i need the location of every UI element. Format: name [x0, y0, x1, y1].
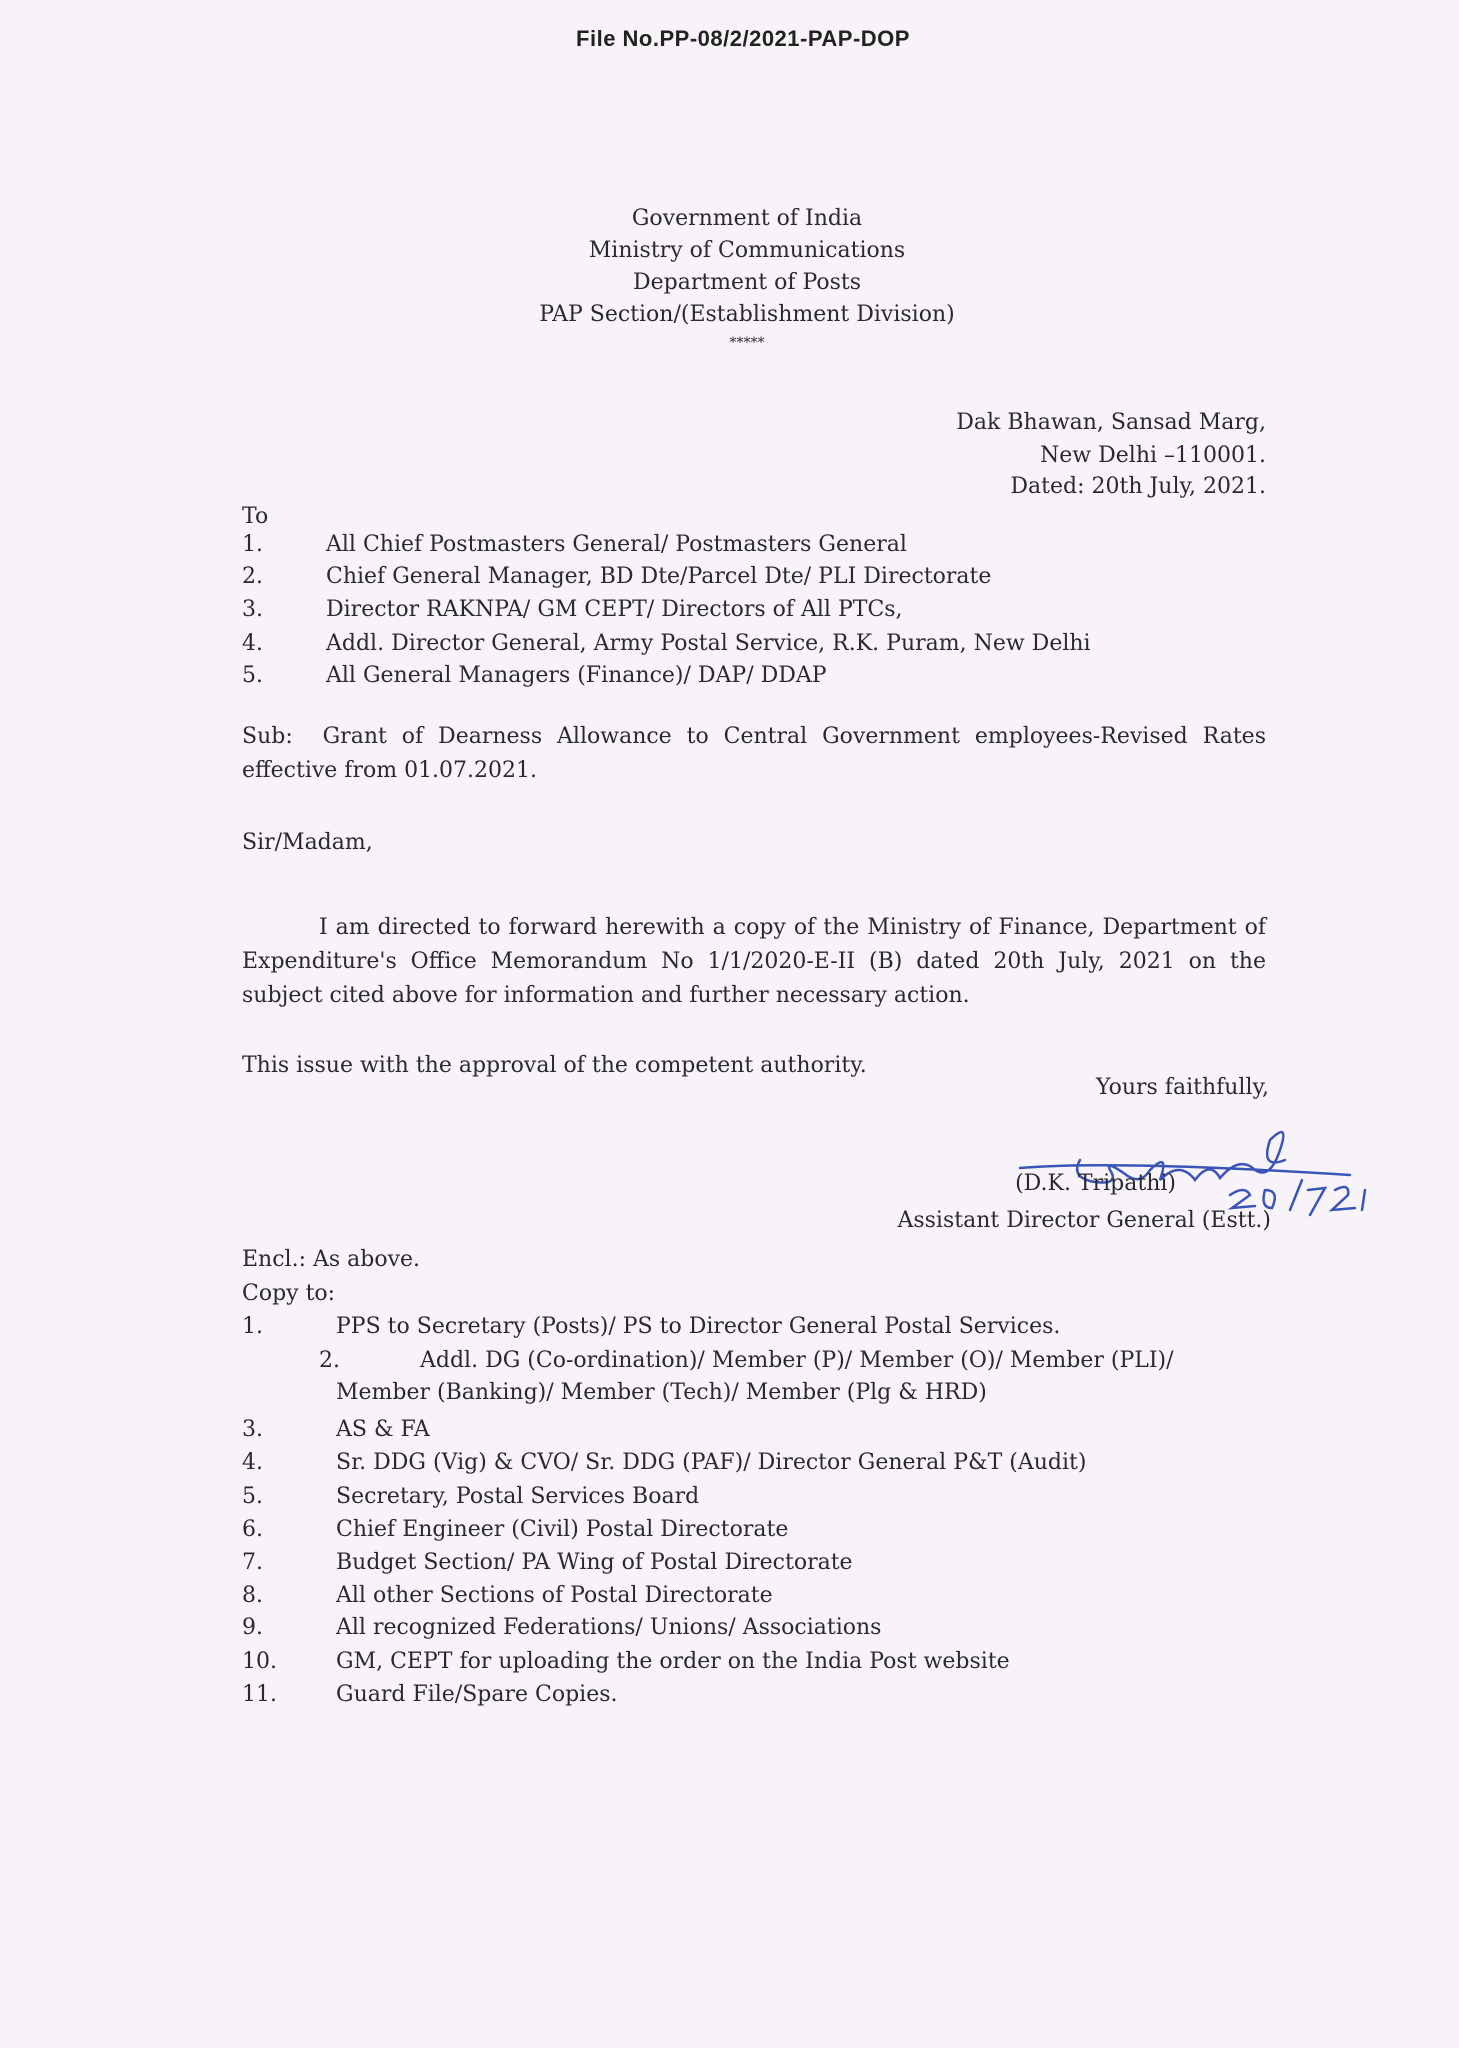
list-item-number: 6.: [242, 1517, 263, 1542]
to-label: To: [242, 504, 269, 529]
list-item-number: 10.: [242, 1649, 277, 1674]
list-item-number: 8.: [242, 1583, 263, 1608]
list-item: All Chief Postmasters General/ Postmasters General: [326, 532, 907, 557]
list-item: All recognized Federations/ Unions/ Associations: [336, 1615, 882, 1640]
list-item: Addl. Director General, Army Postal Service, R.K. Puram, New Delhi: [326, 631, 1091, 656]
list-item-number: 5.: [242, 1484, 263, 1509]
list-item: Secretary, Postal Services Board: [336, 1484, 700, 1509]
header-ministry: Ministry of Communications: [588, 238, 906, 263]
list-item-number: 3.: [242, 1417, 263, 1442]
list-item-number: 3.: [242, 597, 263, 622]
list-item-number: 2.: [242, 564, 263, 589]
list-item: Guard File/Spare Copies.: [336, 1682, 618, 1707]
list-item-number: 2.: [319, 1348, 340, 1373]
signatory-name: (D.K. Tripathi): [1015, 1171, 1176, 1196]
subject-label: Sub:: [242, 724, 293, 749]
date-line: Dated: 20th July, 2021.: [1010, 474, 1266, 499]
list-item: Sr. DDG (Vig) & CVO/ Sr. DDG (PAF)/ Director General P&T (Audit): [336, 1450, 1087, 1475]
list-item: GM, CEPT for uploading the order on the India Post website: [336, 1649, 1010, 1674]
signatory-designation: Assistant Director General (Estt.): [897, 1208, 1271, 1233]
header-department: Department of Posts: [632, 270, 862, 295]
salutation: Sir/Madam,: [242, 830, 373, 855]
list-item-number: 11.: [242, 1682, 277, 1707]
list-item: Chief Engineer (Civil) Postal Directorate: [336, 1517, 789, 1542]
body-paragraph: [242, 911, 1266, 1013]
address-line-1: Dak Bhawan, Sansad Marg,: [956, 410, 1266, 435]
subject-text: Grant of Dearness Allowance to Central Government employees-Revised Rates effective from 01.07.2021.: [242, 724, 1266, 783]
list-item: All General Managers (Finance)/ DAP/ DDAP: [326, 663, 827, 688]
enclosure-note: Encl.: As above.: [242, 1247, 421, 1272]
list-item-number: 1.: [242, 1314, 263, 1339]
body-text: I am directed to forward herewith a copy of the Ministry of Finance, Department of Expenditure's Office Memorandum No 1/1/2020-E-II (B) dated 20th July, 2021 on the subject cited above for information and further necessary action.: [242, 915, 1266, 1008]
list-item: AS & FA: [336, 1417, 430, 1442]
list-item-number: 9.: [242, 1615, 263, 1640]
header-government: Government of India: [631, 206, 863, 231]
header-separator: *****: [729, 335, 765, 351]
list-item-number: 5.: [242, 663, 263, 688]
list-item-number: 4.: [242, 631, 263, 656]
copy-to-label: Copy to:: [242, 1281, 336, 1306]
list-item: PPS to Secretary (Posts)/ PS to Director General Postal Services.: [336, 1314, 1061, 1339]
subject: [242, 720, 1266, 788]
list-item-number: 7.: [242, 1550, 263, 1575]
list-item: Chief General Manager, BD Dte/Parcel Dte/ PLI Directorate: [326, 564, 992, 589]
list-item: Addl. DG (Co-ordination)/ Member (P)/ Member (O)/ Member (PLI)/: [420, 1348, 1174, 1373]
list-item: Director RAKNPA/ GM CEPT/ Directors of All PTCs,: [326, 597, 903, 622]
list-item-number: 1.: [242, 532, 263, 557]
header-section: PAP Section/(Establishment Division): [539, 302, 955, 327]
list-item: All other Sections of Postal Directorate: [336, 1583, 773, 1608]
file-number: File No.PP-08/2/2021-PAP-DOP: [576, 26, 910, 51]
list-item: Budget Section/ PA Wing of Postal Directorate: [336, 1550, 853, 1575]
approval-line: This issue with the approval of the competent authority.: [242, 1053, 867, 1078]
list-item-continuation: Member (Banking)/ Member (Tech)/ Member (Plg & HRD): [336, 1380, 987, 1405]
yours-faithfully: Yours faithfully,: [1095, 1075, 1269, 1100]
list-item-number: 4.: [242, 1450, 263, 1475]
address-line-2: New Delhi –110001.: [1040, 443, 1266, 468]
